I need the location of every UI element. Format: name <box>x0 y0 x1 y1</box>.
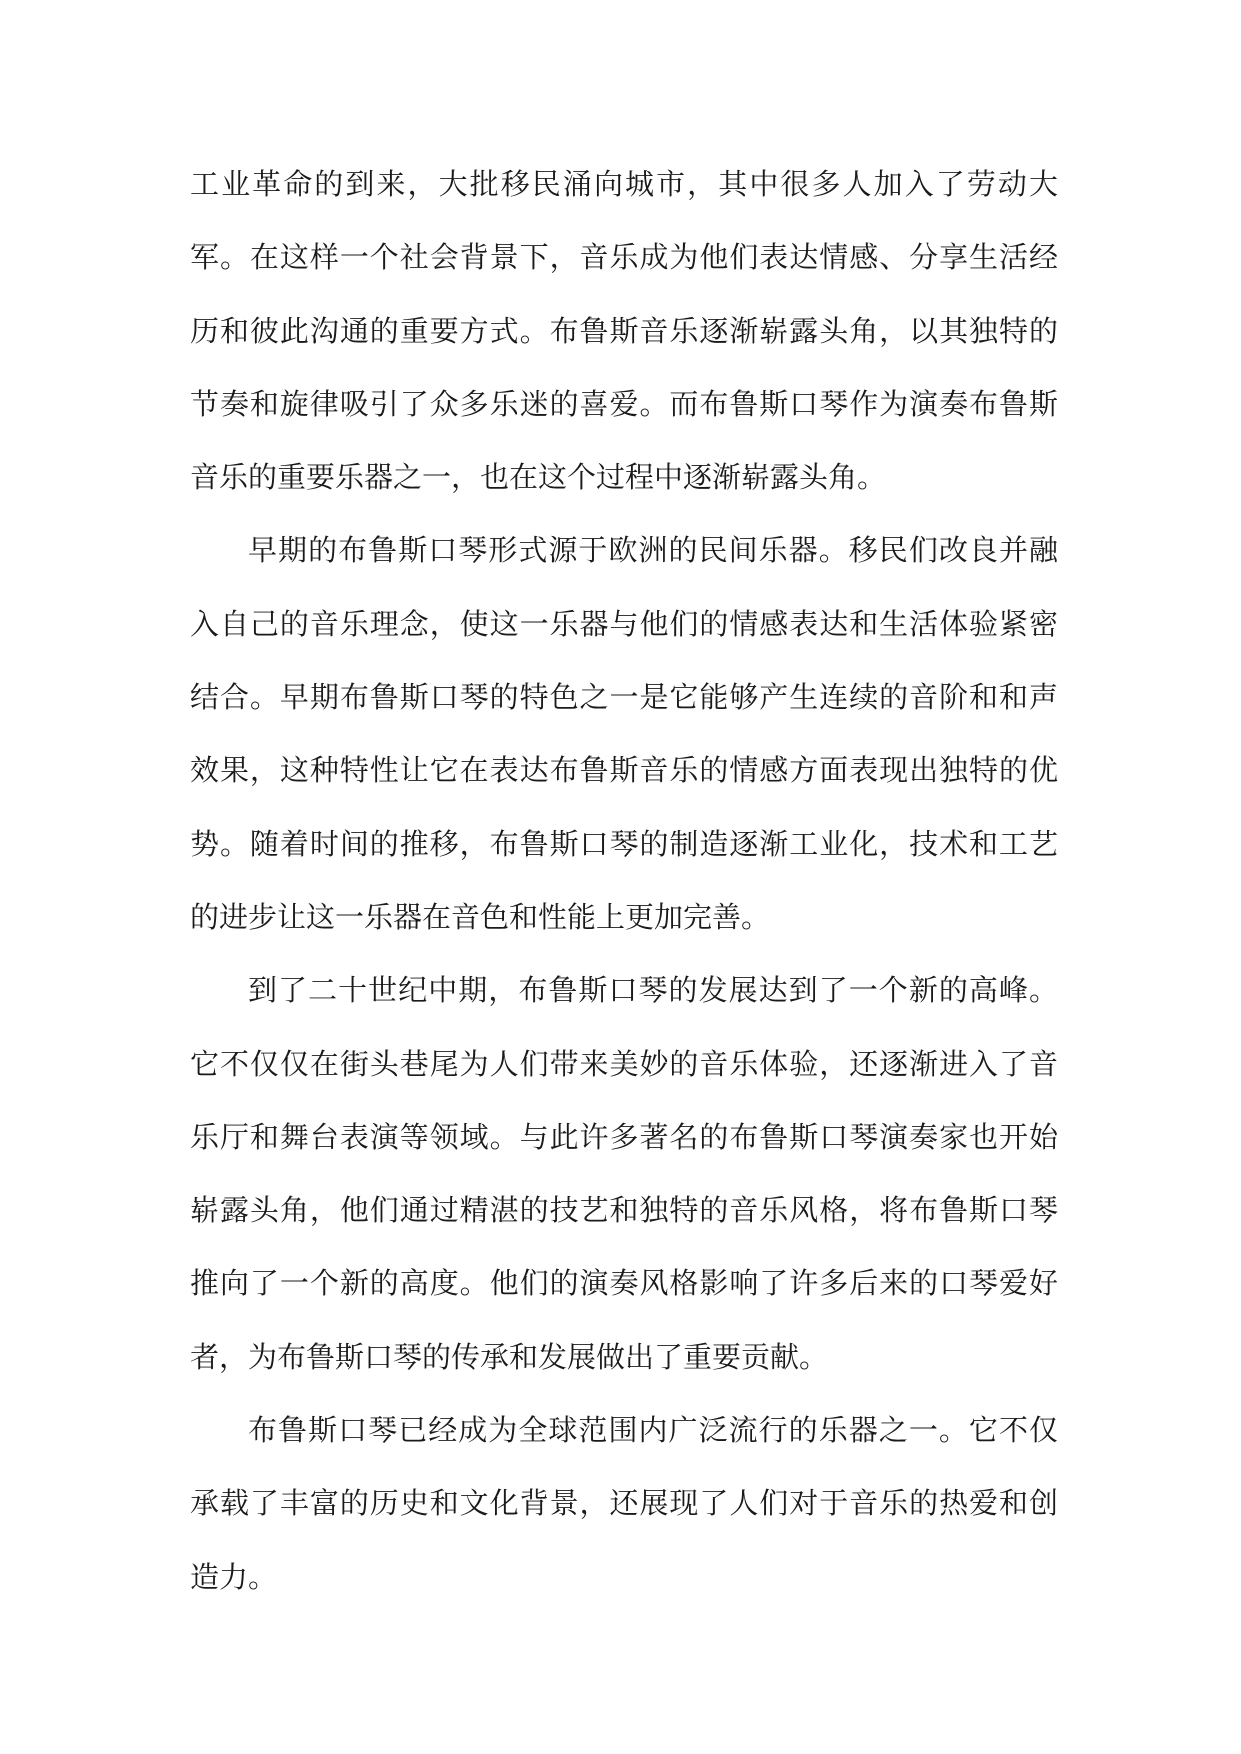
paragraph-3: 到了二十世纪中期，布鲁斯口琴的发展达到了一个新的高峰。它不仅仅在街头巷尾为人们带来美妙的音乐体验，还逐渐进入了音乐厅和舞台表演等领域。与此许多著名的布鲁斯口琴演奏家也开始崭露头角，他们通过精湛的技艺和独特的音乐风格，将布鲁斯口琴推向了一个新的高度。他们的演奏风格影响了许多后来的口琴爱好者，为布鲁斯口琴的传承和发展做出了重要贡献。 <box>190 973 1058 1374</box>
document-body <box>190 148 1058 1614</box>
paragraph-4: 布鲁斯口琴已经成为全球范围内广泛流行的乐器之一。它不仅承载了丰富的历史和文化背景，还展现了人们对于音乐的热爱和创造力。 <box>190 1413 1058 1594</box>
paragraph-1: 工业革命的到来，大批移民涌向城市，其中很多人加入了劳动大军。在这样一个社会背景下，音乐成为他们表达情感、分享生活经历和彼此沟通的重要方式。布鲁斯音乐逐渐崭露头角，以其独特的节奏和旋律吸引了众多乐迷的喜爱。而布鲁斯口琴作为演奏布鲁斯音乐的重要乐器之一，也在这个过程中逐渐崭露头角。 <box>190 167 1058 495</box>
paragraph-2: 早期的布鲁斯口琴形式源于欧洲的民间乐器。移民们改良并融入自己的音乐理念，使这一乐器与他们的情感表达和生活体验紧密结合。早期布鲁斯口琴的特色之一是它能够产生连续的音阶和和声效果，这种特性让它在表达布鲁斯音乐的情感方面表现出独特的优势。随着时间的推移，布鲁斯口琴的制造逐渐工业化，技术和工艺的进步让这一乐器在音色和性能上更加完善。 <box>190 533 1058 934</box>
